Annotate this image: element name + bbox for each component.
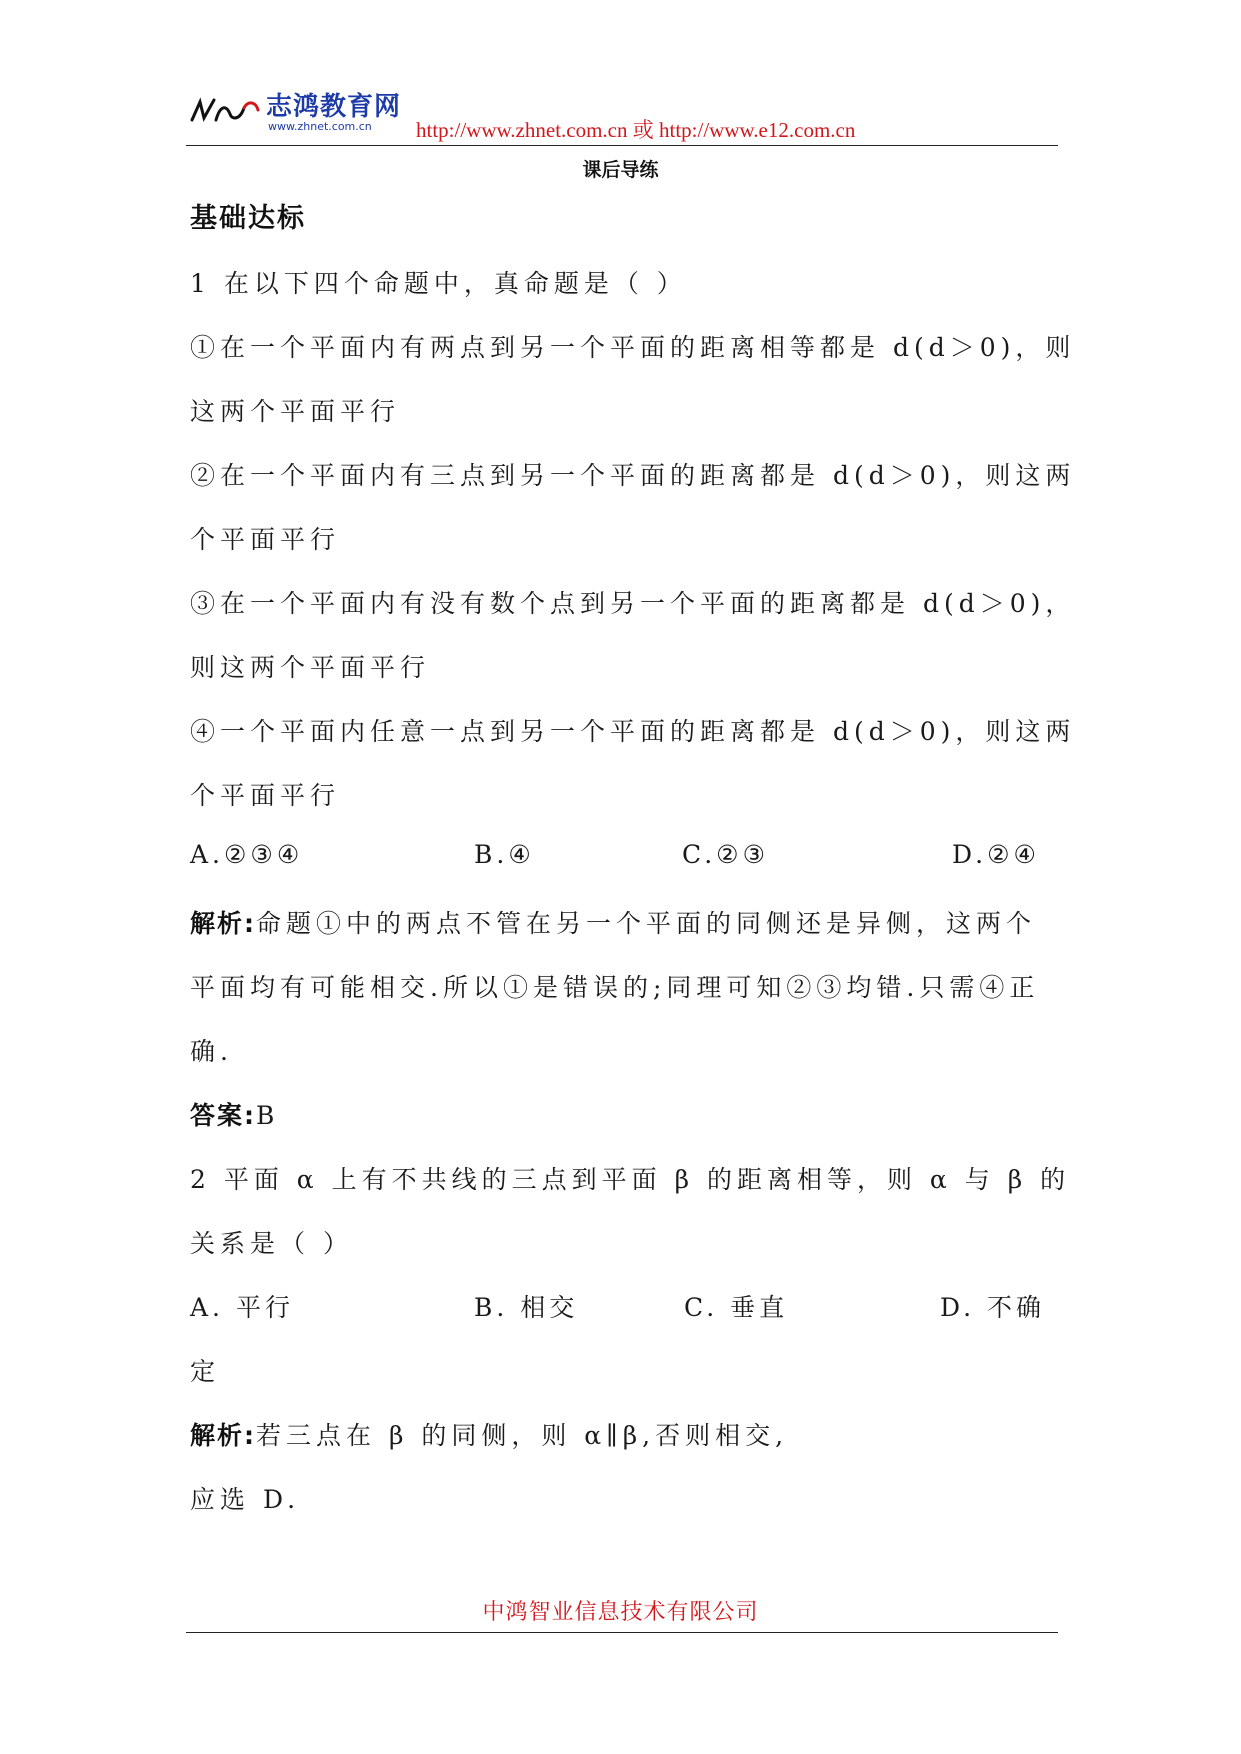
page-header	[190, 82, 1060, 144]
q2-option-c: C. 垂直	[684, 1293, 789, 1322]
page-title: 课后导练	[582, 159, 659, 181]
q2-option-d: D. 不确	[940, 1293, 1046, 1322]
q2-stem-line2: 关系是（ ）	[190, 1229, 353, 1258]
site-logo[interactable]	[190, 82, 420, 142]
logo-url: www.zhnet.com.cn	[268, 120, 372, 133]
q1-analysis-line2: 平面均有可能相交.所以①是错误的;同理可知②③均错.只需④正	[190, 973, 1040, 1002]
page-footer: 中鸿智业信息技术有限公司	[482, 1600, 759, 1625]
q2-option-a: A. 平行	[190, 1293, 294, 1322]
q1-option-a: A.②③④	[190, 840, 304, 869]
q2-stem-line1: 2 平面 α 上有不共线的三点到平面 β 的距离相等，则 α 与 β 的	[190, 1165, 1071, 1194]
q1-analysis-text1: 命题①中的两点不管在另一个平面的同侧还是异侧，这两个	[256, 909, 1037, 938]
q2-analysis-line2: 应选 D.	[190, 1485, 301, 1514]
logo-mark-icon	[190, 96, 260, 126]
section-heading: 基础达标	[190, 203, 306, 234]
footer-divider	[186, 1632, 1058, 1633]
q1-option-b: B.④	[474, 840, 535, 869]
q1-option-c: C.②③	[682, 840, 770, 869]
q1-item4-line2: 个平面平行	[190, 781, 341, 810]
q1-answer-value: B	[256, 1101, 280, 1130]
q1-analysis-line1	[190, 904, 1036, 940]
q1-item2-line1: ②在一个平面内有三点到另一个平面的距离都是 d(d＞0)，则这两	[190, 461, 1076, 490]
q2-option-d-wrap: 定	[190, 1357, 221, 1386]
q2-analysis-label: 解析:	[190, 1421, 256, 1450]
q1-analysis-line3: 确.	[190, 1037, 233, 1066]
q1-analysis-label: 解析:	[190, 909, 256, 938]
q1-item1-line2: 这两个平面平行	[190, 397, 401, 426]
q1-item4-line1: ④一个平面内任意一点到另一个平面的距离都是 d(d＞0)，则这两	[190, 717, 1076, 746]
q1-answer-label: 答案:	[190, 1101, 256, 1130]
logo-title: 志鸿教育网	[266, 92, 402, 122]
q1-answer-line	[190, 1096, 279, 1132]
q2-analysis-text1: 若三点在 β 的同侧，则 α∥β,否则相交,	[256, 1421, 789, 1450]
q2-analysis-line1	[190, 1416, 788, 1452]
q1-stem: 1 在以下四个命题中，真命题是（ ）	[190, 269, 687, 298]
q1-item3-line2: 则这两个平面平行	[190, 653, 431, 682]
q2-option-b: B. 相交	[474, 1293, 579, 1322]
header-links[interactable]: http://www.zhnet.com.cn 或 http://www.e12.com.cn	[416, 118, 856, 142]
q1-option-d: D.②④	[952, 840, 1040, 869]
q1-item1-line1: ①在一个平面内有两点到另一个平面的距离相等都是 d(d＞0)，则	[190, 333, 1076, 362]
q1-item2-line2: 个平面平行	[190, 525, 341, 554]
header-divider	[186, 145, 1058, 146]
q1-item3-line1: ③在一个平面内有没有数个点到另一个平面的距离都是 d(d＞0)，	[190, 589, 1076, 618]
